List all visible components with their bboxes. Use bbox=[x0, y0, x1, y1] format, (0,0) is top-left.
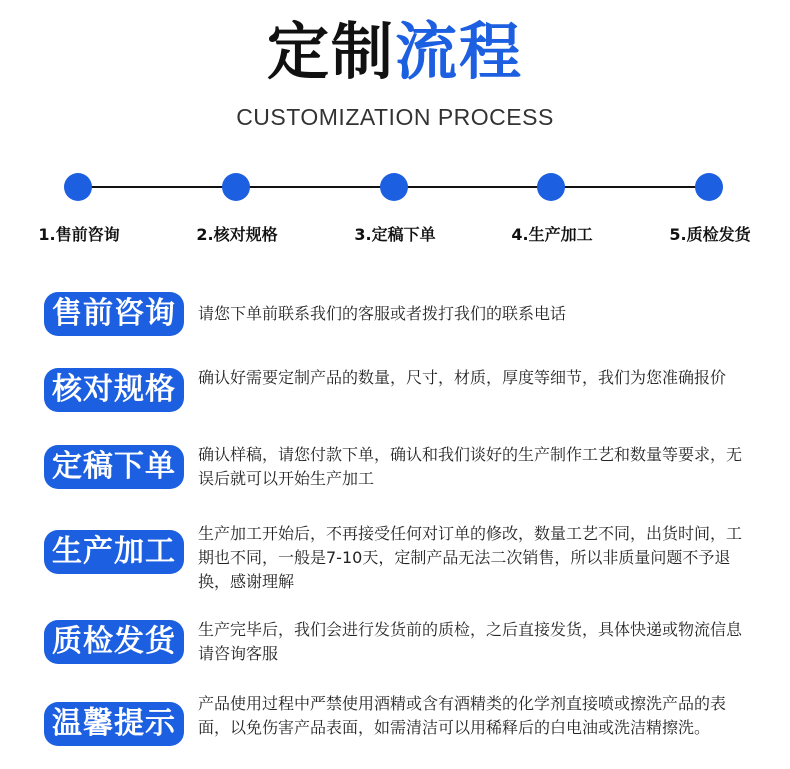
desc-tip: 产品使用过程中严禁使用酒精或含有酒精类的化学剂直接喷或擦洗产品的表面，以免伤害产品表面，如需清洁可以用稀释后的白电油或洗洁精擦洗。 bbox=[198, 694, 727, 737]
desc-production: 生产加工开始后，不再接受任何对订单的修改，数量工艺不同，出货时间，工期也不同，一般是7-10天，定制产品无法二次销售，所以非质量问题不予退换，感谢理解 bbox=[198, 524, 743, 591]
page-title bbox=[0, 14, 790, 90]
step-label-5: 5.质检发货 bbox=[669, 225, 751, 244]
step-label-4: 4.生产加工 bbox=[511, 225, 593, 244]
title-part-2: 流程 bbox=[395, 15, 524, 88]
badge-order: 定稿下单 bbox=[44, 445, 184, 489]
timeline-dot-5 bbox=[695, 173, 723, 201]
badge-consult: 售前咨询 bbox=[44, 292, 184, 336]
step-label-2: 2.核对规格 bbox=[196, 225, 278, 244]
desc-consult: 请您下单前联系我们的客服或者拨打我们的联系电话 bbox=[198, 304, 567, 323]
desc-spec: 确认好需要定制产品的数量，尺寸，材质，厚度等细节，我们为您准确报价 bbox=[198, 368, 727, 387]
step-labels bbox=[0, 222, 790, 248]
page-subtitle: CUSTOMIZATION PROCESS bbox=[236, 104, 554, 130]
step-label-3: 3.定稿下单 bbox=[354, 225, 436, 244]
badge-spec: 核对规格 bbox=[44, 368, 184, 412]
desc-order: 确认样稿，请您付款下单，确认和我们谈好的生产制作工艺和数量等要求，无误后就可以开始生产加工 bbox=[198, 445, 743, 488]
badge-qc: 质检发货 bbox=[44, 620, 184, 664]
timeline-dot-1 bbox=[64, 173, 92, 201]
badge-tip: 温馨提示 bbox=[44, 702, 184, 746]
timeline-dot-3 bbox=[380, 173, 408, 201]
timeline-dot-4 bbox=[537, 173, 565, 201]
badge-production: 生产加工 bbox=[44, 530, 184, 574]
title-part-1: 定制 bbox=[266, 15, 395, 88]
desc-qc: 生产完毕后，我们会进行发货前的质检，之后直接发货，具体快递或物流信息请咨询客服 bbox=[198, 620, 743, 663]
timeline-dot-2 bbox=[222, 173, 250, 201]
process-timeline bbox=[65, 172, 725, 202]
step-label-1: 1.售前咨询 bbox=[38, 225, 120, 244]
